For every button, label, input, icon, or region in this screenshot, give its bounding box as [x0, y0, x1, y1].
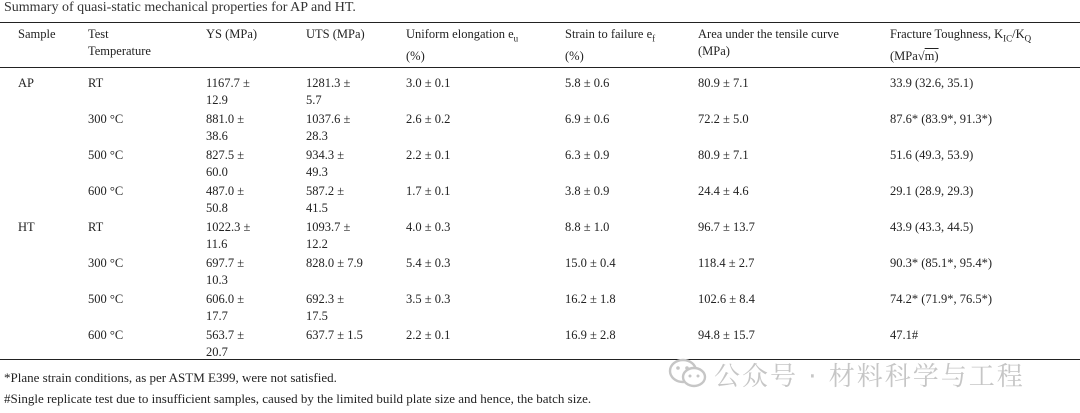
cell-eu: 5.4 ± 0.3: [406, 256, 451, 270]
cell-uts: 828.0 ± 7.9: [306, 256, 363, 270]
cell-temp: 500 °C: [88, 292, 124, 306]
cell-uts: 637.7 ± 1.5: [306, 328, 363, 342]
cell-ys: 606.0 ±: [206, 292, 245, 306]
cell-ys: 17.7: [206, 309, 228, 323]
cell-ys: 697.7 ±: [206, 256, 245, 270]
cell-kic: 74.2* (71.9*, 76.5*): [890, 292, 993, 306]
cell-area: 72.2 ± 5.0: [698, 112, 749, 126]
cell-uts: 1281.3 ±: [306, 76, 351, 90]
cell-area: 96.7 ± 13.7: [698, 220, 755, 234]
cell-ys: 563.7 ±: [206, 328, 245, 342]
cell-uts: 41.5: [306, 201, 328, 215]
cell-kic: 43.9 (43.3, 44.5): [890, 220, 974, 234]
header-sample: Sample: [18, 27, 56, 41]
cell-uts: 587.2 ±: [306, 184, 345, 198]
header-uniform-elongation: Uniform elongation $e_u$ (%): [406, 27, 519, 63]
cell-eu: 1.7 ± 0.1: [406, 184, 451, 198]
header-fracture-toughness: Fracture Toughness, $K_{IC}/K_Q$ (MPa√m): [890, 27, 1032, 63]
cell-uts: 5.7: [306, 93, 322, 107]
cell-ef: 16.9 ± 2.8: [565, 328, 616, 342]
cell-temp: RT: [88, 220, 104, 234]
cell-ys: 20.7: [206, 345, 228, 359]
cell-ef: 5.8 ± 0.6: [565, 76, 610, 90]
cell-kic: 87.6* (83.9*, 91.3*): [890, 112, 993, 126]
cell-eu: 2.6 ± 0.2: [406, 112, 451, 126]
cell-ef: 6.9 ± 0.6: [565, 112, 610, 126]
cell-ys: 12.9: [206, 93, 228, 107]
cell-ys: 1167.7 ±: [206, 76, 250, 90]
header-temperature: Test Temperature: [88, 27, 151, 58]
cell-uts: 692.3 ±: [306, 292, 345, 306]
cell-uts: 1093.7 ±: [306, 220, 351, 234]
cell-ys: 487.0 ±: [206, 184, 245, 198]
cell-kic: 90.3* (85.1*, 95.4*): [890, 256, 993, 270]
cell-uts: 28.3: [306, 129, 328, 143]
cell-ys: 881.0 ±: [206, 112, 245, 126]
cell-temp: 300 °C: [88, 256, 124, 270]
top-rule: [0, 22, 1080, 23]
cell-kic: 51.6 (49.3, 53.9): [890, 148, 974, 162]
table-caption: Summary of quasi-static mechanical properties for AP and HT.: [4, 0, 356, 15]
header-area-under-curve: Area under the tensile curve (MPa): [698, 27, 839, 58]
cell-ef: 6.3 ± 0.9: [565, 148, 610, 162]
cell-eu: 4.0 ± 0.3: [406, 220, 451, 234]
cell-ys: 38.6: [206, 129, 228, 143]
cell-temp: 600 °C: [88, 328, 124, 342]
cell-uts: 1037.6 ±: [306, 112, 351, 126]
cell-uts: 12.2: [306, 237, 328, 251]
header-rule: [0, 67, 1080, 68]
cell-uts: 49.3: [306, 165, 328, 179]
cell-ef: 3.8 ± 0.9: [565, 184, 610, 198]
cell-ef: 16.2 ± 1.8: [565, 292, 616, 306]
cell-temp: 500 °C: [88, 148, 124, 162]
wechat-logo-icon: [668, 357, 708, 391]
cell-ys: 11.6: [206, 237, 228, 251]
watermark-text: 公众号 · 材料科学与工程: [714, 362, 1025, 392]
cell-eu: 2.2 ± 0.1: [406, 148, 451, 162]
footnote-single-replicate: #Single replicate test due to insufficient samples, caused by the limited build plate size and hence, the batch size.: [4, 391, 592, 406]
cell-ef: 15.0 ± 0.4: [565, 256, 616, 270]
cell-ys: 827.5 ±: [206, 148, 245, 162]
cell-kic: 29.1 (28.9, 29.3): [890, 184, 974, 198]
cell-sample: HT: [18, 220, 35, 234]
cell-temp: 600 °C: [88, 184, 124, 198]
footnote-plane-strain: *Plane strain conditions, as per ASTM E399, were not satisfied.: [4, 370, 337, 385]
cell-kic: 33.9 (32.6, 35.1): [890, 76, 974, 90]
cell-area: 80.9 ± 7.1: [698, 148, 749, 162]
cell-uts: 17.5: [306, 309, 328, 323]
cell-ys: 60.0: [206, 165, 228, 179]
cell-uts: 934.3 ±: [306, 148, 345, 162]
cell-area: 24.4 ± 4.6: [698, 184, 749, 198]
cell-ys: 50.8: [206, 201, 228, 215]
header-ys: YS (MPa): [206, 27, 258, 41]
cell-ef: 8.8 ± 1.0: [565, 220, 610, 234]
header-uts: UTS (MPa): [306, 27, 365, 41]
cell-eu: 3.0 ± 0.1: [406, 76, 451, 90]
cell-temp: RT: [88, 76, 104, 90]
cell-temp: 300 °C: [88, 112, 124, 126]
cell-area: 102.6 ± 8.4: [698, 292, 755, 306]
header-strain-to-failure: Strain to failure $e_f$ (%): [565, 27, 656, 63]
cell-area: 94.8 ± 15.7: [698, 328, 755, 342]
cell-ys: 10.3: [206, 273, 228, 287]
cell-area: 118.4 ± 2.7: [698, 256, 755, 270]
cell-eu: 3.5 ± 0.3: [406, 292, 451, 306]
cell-ys: 1022.3 ±: [206, 220, 251, 234]
cell-area: 80.9 ± 7.1: [698, 76, 749, 90]
cell-eu: 2.2 ± 0.1: [406, 328, 451, 342]
cell-kic: 47.1#: [890, 328, 919, 342]
cell-sample: AP: [18, 76, 34, 90]
